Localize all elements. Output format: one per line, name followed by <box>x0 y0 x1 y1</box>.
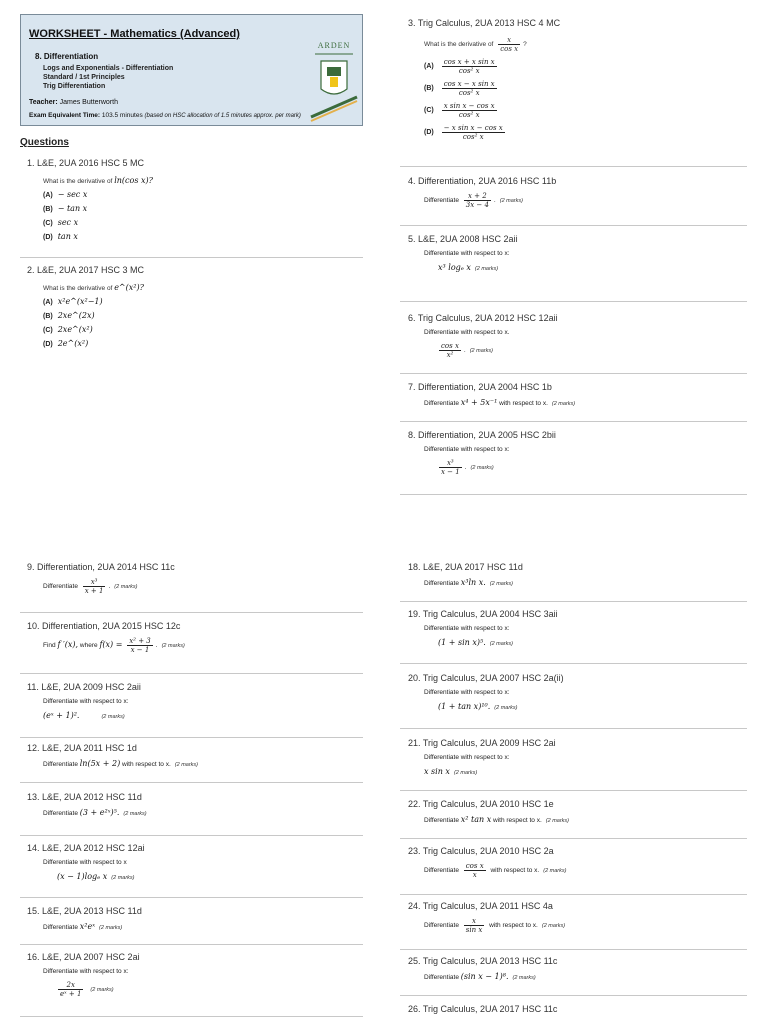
divider <box>20 612 363 613</box>
question-stem: Differentiate with respect to x: <box>43 968 129 975</box>
math-line <box>438 263 753 272</box>
question-3 <box>408 18 753 141</box>
question-title: 24. Trig Calculus, 2UA 2011 HSC 4a <box>408 901 553 911</box>
divider <box>400 166 747 167</box>
option-value: 2xe^(2x) <box>57 311 95 320</box>
question-stem: Differentiate with respect to x: <box>424 625 510 632</box>
question-stem: Differentiate with respect to x <box>43 859 127 866</box>
option-c <box>424 102 753 119</box>
option-label: (B) <box>43 313 53 320</box>
subtopic: Standard / 1st Principles <box>43 74 125 81</box>
option-label: (A) <box>43 299 53 306</box>
question-stem: Differentiate $\frac{x + 2}{3x - 4}$ . (2 marks) <box>424 192 523 209</box>
marks-label: (2 marks) <box>545 818 570 824</box>
math-expression: (1 + tan x)¹⁰. <box>438 702 491 711</box>
divider <box>400 949 747 950</box>
divider <box>400 421 747 422</box>
question-title: 21. Trig Calculus, 2UA 2009 HSC 2ai <box>408 738 556 748</box>
teacher-label: Teacher: <box>29 99 58 106</box>
denominator: x² <box>446 351 454 359</box>
divider <box>400 373 747 374</box>
question-stem <box>43 176 372 185</box>
option-label: (A) <box>424 63 434 71</box>
worksheet-title: WORKSHEET - Mathematics (Advanced) <box>29 28 240 40</box>
divider <box>400 663 747 664</box>
question-title: 10. Differentiation, 2UA 2015 HSC 12c <box>27 621 181 631</box>
divider <box>20 737 363 738</box>
denominator: cos² x <box>458 89 480 97</box>
stem-text: Differentiate <box>424 867 459 875</box>
math-line <box>438 638 753 647</box>
question-2 <box>27 265 372 348</box>
stem-tail: with respect to x. <box>490 867 540 875</box>
question-10 <box>27 621 372 654</box>
question-12 <box>27 743 372 768</box>
question-title: 15. L&E, 2UA 2013 HSC 11d <box>27 906 142 916</box>
numerator: cos x − x sin x <box>443 80 495 88</box>
stem-text: What is the derivative of <box>43 178 113 185</box>
marks-label: (2 marks) <box>174 762 199 768</box>
question-title: 16. L&E, 2UA 2007 HSC 2ai <box>27 952 140 962</box>
marks-label: (2 marks) <box>101 714 125 720</box>
option-value: sec x <box>57 218 79 227</box>
question-13 <box>27 792 372 817</box>
option-label: (D) <box>43 234 53 241</box>
option-label: (D) <box>43 341 53 348</box>
stem-text: What is the derivative of <box>424 41 494 49</box>
math-expression: (3 + e²ˣ)⁵. <box>79 808 120 817</box>
marks-label: (2 marks) <box>541 923 566 930</box>
numerator: − x sin x − cos x <box>443 124 503 132</box>
question-stem <box>424 578 753 587</box>
question-title: 22. Trig Calculus, 2UA 2010 HSC 1e <box>408 799 554 809</box>
questions-heading: Questions <box>20 137 69 148</box>
math-line: $\frac{\text{cos x}}{\text{x²}}$ . (2 marks) <box>441 342 493 359</box>
option-b <box>43 204 372 213</box>
question-title: 23. Trig Calculus, 2UA 2010 HSC 2a <box>408 846 554 856</box>
question-25 <box>408 956 753 981</box>
question-20 <box>408 673 753 711</box>
math-fraction <box>439 342 461 359</box>
stem-text: Differentiate <box>424 400 459 407</box>
marks-label: (2 marks) <box>453 770 478 776</box>
question-title: 6. Trig Calculus, 2UA 2012 HSC 12aii <box>408 313 558 323</box>
marks-label: (2 marks) <box>111 875 135 881</box>
question-stem <box>43 808 372 817</box>
divider <box>400 838 747 839</box>
question-9 <box>27 562 372 595</box>
math-expression: (x − 1)logₑ x <box>57 872 108 881</box>
divider <box>400 301 747 302</box>
denominator: cos² x <box>458 67 480 75</box>
stem-text: Differentiate <box>424 922 459 930</box>
denominator: x <box>472 871 477 879</box>
question-24 <box>408 901 753 934</box>
question-title: 11. L&E, 2UA 2009 HSC 2aii <box>27 682 141 692</box>
numerator: x <box>464 917 485 926</box>
stem-text: Differentiate <box>43 761 78 768</box>
option-d <box>424 124 753 141</box>
question-4 <box>408 176 753 209</box>
question-title: 13. L&E, 2UA 2012 HSC 11d <box>27 792 142 802</box>
question-23 <box>408 846 753 879</box>
divider <box>400 995 747 996</box>
math-expression: x² tan x <box>460 815 492 824</box>
option-value: 2xe^(x²) <box>57 325 93 334</box>
option-a <box>43 190 372 199</box>
question-title: 5. L&E, 2UA 2008 HSC 2aii <box>408 234 518 244</box>
numerator: x² + 3 <box>129 637 151 645</box>
question-19 <box>408 609 753 647</box>
stem-tail: with respect to x. <box>499 400 548 407</box>
exam-time-value: 103.5 minutes <box>101 112 143 119</box>
math-expression: ln(cos x)? <box>114 176 153 185</box>
marks-label: (2 marks) <box>494 705 518 711</box>
question-stem <box>424 862 753 879</box>
question-title: 3. Trig Calculus, 2UA 2013 HSC 4 MC <box>408 18 561 28</box>
denominator: x − 1 <box>441 468 460 476</box>
option-b <box>43 311 372 320</box>
stem-tail: with respect to x. <box>493 817 542 824</box>
numerator: cos x <box>441 342 459 350</box>
option-label: (B) <box>43 206 53 213</box>
math-line <box>438 702 753 711</box>
marks-label: (2 marks) <box>489 581 514 587</box>
option-d <box>43 339 372 348</box>
math-fraction <box>442 80 497 97</box>
divider <box>20 897 363 898</box>
question-8 <box>408 430 753 476</box>
question-title: 26. Trig Calculus, 2UA 2017 HSC 11c <box>408 1004 558 1014</box>
marks-label: (2 marks) <box>543 868 567 875</box>
divider <box>400 225 747 226</box>
question-title: 14. L&E, 2UA 2012 HSC 12ai <box>27 843 145 853</box>
option-a <box>424 58 753 75</box>
marks-label: (2 marks) <box>512 975 536 981</box>
math-line <box>43 711 372 720</box>
marks-label: (2 marks) <box>551 401 576 407</box>
logo-text: ARDEN <box>317 41 351 50</box>
divider <box>400 728 747 729</box>
question-stem: Differentiate with respect to x: <box>424 250 510 257</box>
stem-text: Differentiate <box>424 197 459 205</box>
numerator: x + 2 <box>464 192 491 201</box>
question-title: 12. L&E, 2UA 2011 HSC 1d <box>27 743 137 753</box>
stem-text: Differentiate <box>43 924 78 931</box>
divider <box>400 894 747 895</box>
question-title: 18. L&E, 2UA 2017 HSC 11d <box>408 562 523 572</box>
denominator: eˣ + 1 <box>60 990 82 998</box>
teacher-line <box>29 99 118 106</box>
math-expression: f ′(x), <box>57 640 79 650</box>
math-expression: e^(x²)? <box>114 283 144 292</box>
marks-label: (2 marks) <box>489 641 513 647</box>
divider <box>20 1016 363 1017</box>
option-value: 2e^(x²) <box>57 339 89 348</box>
question-title: 8. Differentiation, 2UA 2005 HSC 2bii <box>408 430 556 440</box>
math-line: $\frac{\text{x³}}{x - 1}$ . (2 marks) <box>441 459 494 476</box>
denominator: cos² x <box>458 111 480 119</box>
question-stem <box>424 398 753 407</box>
question-stem <box>43 922 372 931</box>
math-expression: (sin x − 1)⁸. <box>460 972 509 981</box>
math-line <box>55 981 372 998</box>
question-stem <box>43 759 372 768</box>
stem-tail: with respect to x. <box>489 922 538 930</box>
question-title: 9. Differentiation, 2UA 2014 HSC 11c <box>27 562 175 572</box>
numerator: x <box>498 36 520 45</box>
shield-icon <box>307 37 361 125</box>
topic-heading: 8. Differentiation <box>35 52 99 61</box>
option-label: (C) <box>43 220 53 227</box>
denominator: cos x <box>500 45 519 53</box>
option-value: tan x <box>57 232 78 241</box>
divider <box>400 601 747 602</box>
marks-label: (2 marks) <box>474 266 499 272</box>
numerator: cos x <box>465 862 484 870</box>
question-stem: Differentiate with respect to x. <box>424 329 510 336</box>
stem-text: Find <box>43 642 56 650</box>
option-label: (A) <box>43 192 53 199</box>
worksheet-header <box>20 14 363 126</box>
option-c <box>43 218 372 227</box>
question-title: 4. Differentiation, 2UA 2016 HSC 11b <box>408 176 557 186</box>
question-1 <box>27 158 372 241</box>
stem-text: Differentiate <box>424 974 459 981</box>
marks-label: (2 marks) <box>114 584 138 591</box>
question-stem: Differentiate with respect to x: <box>43 698 129 705</box>
question-16 <box>27 952 372 998</box>
question-26 <box>408 1004 753 1014</box>
stem-text: Differentiate <box>424 580 459 587</box>
question-6 <box>408 313 753 359</box>
math-expression: x⁴ + 5x⁻¹ <box>460 398 498 407</box>
question-15 <box>27 906 372 931</box>
marks-label: (2 marks) <box>123 811 147 817</box>
option-a <box>43 297 372 306</box>
math-fraction <box>439 459 462 476</box>
divider <box>400 790 747 791</box>
denominator: 3x − 4 <box>465 201 489 209</box>
question-stem: Differentiate with respect to x: <box>424 689 510 696</box>
math-fraction <box>442 102 497 119</box>
exam-time-line <box>29 112 301 119</box>
math-fraction <box>464 192 491 209</box>
question-22 <box>408 799 753 824</box>
option-c <box>43 325 372 334</box>
stem-text: Differentiate <box>43 583 78 591</box>
option-d <box>43 232 372 241</box>
option-label: (B) <box>424 85 434 93</box>
math-line <box>424 767 753 776</box>
marks-label: (2 marks) <box>161 643 185 650</box>
numerator: x³ <box>83 578 106 587</box>
question-title: 20. Trig Calculus, 2UA 2007 HSC 2a(ii) <box>408 673 564 683</box>
subtopic: Logs and Exponentials - Differentiation <box>43 65 174 72</box>
denominator: x + 1 <box>84 587 104 595</box>
math-expression: x³ln x. <box>460 578 486 587</box>
math-expression: x²eˣ <box>79 922 96 931</box>
option-label: (C) <box>424 107 434 115</box>
math-fraction <box>442 58 497 75</box>
option-value: x²e^(x²−1) <box>57 297 103 306</box>
stem-tail: with respect to x. <box>122 761 171 768</box>
worksheet-page-2 <box>0 512 768 1024</box>
math-expression: (eˣ + 1)². <box>43 711 80 720</box>
stem-text: Differentiate <box>424 817 459 824</box>
stem-where: where <box>79 642 98 650</box>
option-value: − sec x <box>57 190 88 199</box>
denominator: cos² x <box>462 133 484 141</box>
question-stem <box>424 815 753 824</box>
question-5 <box>408 234 753 272</box>
teacher-name: James Butterworth <box>59 99 118 106</box>
question-title: 25. Trig Calculus, 2UA 2013 HSC 11c <box>408 956 558 966</box>
math-fraction <box>83 578 106 595</box>
numerator: x sin x − cos x <box>443 102 495 110</box>
numerator: cos x + x sin x <box>443 58 495 66</box>
math-fraction <box>442 124 505 141</box>
question-21 <box>408 738 753 776</box>
option-value: − tan x <box>57 204 88 213</box>
question-stem <box>43 283 372 292</box>
question-title: 7. Differentiation, 2UA 2004 HSC 1b <box>408 382 552 392</box>
arden-logo <box>307 37 361 125</box>
question-stem: Differentiate with respect to x: <box>424 754 510 761</box>
math-fraction <box>464 862 486 879</box>
numerator: x³ <box>439 459 462 468</box>
divider <box>20 782 363 783</box>
question-stem: Find f ′(x), where f(x) = $\frac{\text{x² + 3}}{x - 1}$ . (2 marks) <box>43 637 185 654</box>
question-title: 1. L&E, 2UA 2016 HSC 5 MC <box>27 158 145 168</box>
math-line <box>57 872 372 881</box>
divider <box>20 835 363 836</box>
denominator: sin x <box>465 926 483 934</box>
option-label: (C) <box>43 327 53 334</box>
question-7 <box>408 382 753 407</box>
denominator: x − 1 <box>130 646 150 654</box>
divider <box>400 494 747 495</box>
math-fraction <box>58 981 83 998</box>
question-stem <box>424 917 753 934</box>
marks-label: (2 marks) <box>90 987 114 994</box>
question-title: 19. Trig Calculus, 2UA 2004 HSC 3aii <box>408 609 558 619</box>
divider <box>20 673 363 674</box>
math-fraction <box>464 917 485 934</box>
question-11 <box>27 682 372 720</box>
question-14 <box>27 843 372 881</box>
math-expression: x³ logₑ x <box>438 263 471 272</box>
question-stem: Differentiate with respect to x: <box>424 446 510 453</box>
numerator: 2x <box>58 981 83 990</box>
subtopic: Trig Differentiation <box>43 83 106 90</box>
stem-text: Differentiate <box>43 810 78 817</box>
question-stem <box>424 972 753 981</box>
math-expression: (1 + sin x)⁵. <box>438 638 486 647</box>
divider <box>20 257 363 258</box>
exam-time-note: (based on HSC allocation of 1.5 minutes approx. per mark) <box>144 113 301 119</box>
math-expression: f(x) = <box>99 640 123 650</box>
marks-label: (2 marks) <box>469 348 493 355</box>
question-title: 2. L&E, 2UA 2017 HSC 3 MC <box>27 265 145 275</box>
math-expression: ln(5x + 2) <box>79 759 121 768</box>
stem-text: What is the derivative of <box>43 285 113 292</box>
math-fraction <box>127 637 153 654</box>
math-expression: x sin x <box>424 767 450 776</box>
exam-time-label: Exam Equivalent Time: <box>29 112 101 119</box>
question-stem: Differentiate $\frac{\text{x³}}{x + 1}$ . (2 marks) <box>43 578 138 595</box>
question-18 <box>408 562 753 587</box>
option-label: (D) <box>424 129 434 137</box>
marks-label: (2 marks) <box>470 465 494 472</box>
question-stem: What is the derivative of $\frac{x}{\text{cos x}}$ ? <box>424 36 527 53</box>
option-b <box>424 80 753 97</box>
marks-label: (2 marks) <box>499 198 523 205</box>
marks-label: (2 marks) <box>99 925 123 931</box>
math-fraction <box>498 36 520 53</box>
divider <box>20 944 363 945</box>
